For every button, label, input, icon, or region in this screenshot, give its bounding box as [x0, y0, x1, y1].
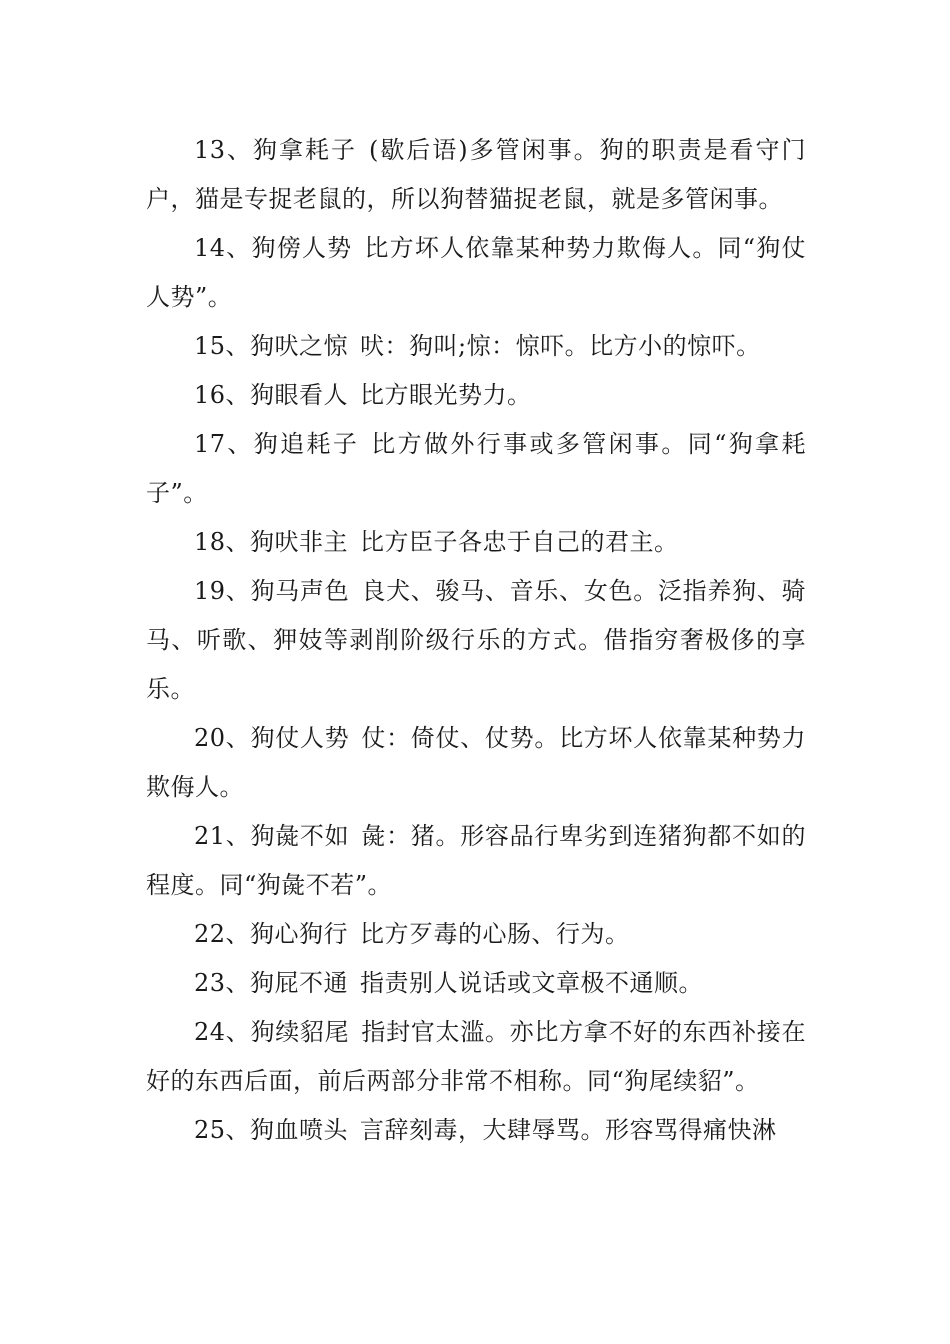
- entry-number: 14、: [194, 234, 252, 262]
- entry-number: 23、: [194, 969, 251, 997]
- document-body: [146, 126, 806, 1155]
- entry-definition: 吠：狗叫;惊：惊吓。比方小的惊吓。: [360, 332, 761, 360]
- entry-18: [146, 518, 806, 567]
- entry-term: 狗吠非主: [250, 528, 349, 556]
- entry-definition: 比方臣子各忠于自己的君主。: [360, 528, 679, 556]
- entry-14: [146, 224, 806, 322]
- entry-definition: 彘：猪。形容品行卑劣到连猪狗都不如的程度。同“狗彘不若”。: [146, 822, 807, 899]
- entry-term: 狗血喷头: [250, 1116, 349, 1144]
- entry-term: 狗眼看人: [250, 381, 349, 409]
- entry-definition: (歇后语)多管闲事。狗的职责是看守门户，猫是专捉老鼠的，所以狗替猫捉老鼠，就是多管闲事。: [146, 136, 806, 213]
- entry-number: 22、: [194, 920, 251, 948]
- entry-definition: 比方坏人依靠某种势力欺侮人。同“狗仗人势”。: [146, 234, 806, 311]
- entry-number: 16、: [194, 381, 251, 409]
- entry-23: [146, 959, 806, 1008]
- entry-definition: 比方歹毒的心肠、行为。: [360, 920, 630, 948]
- entry-term: 狗续貂尾: [250, 1018, 350, 1046]
- entry-term: 狗心狗行: [250, 920, 349, 948]
- entry-number: 24、: [194, 1018, 251, 1046]
- entry-19: [146, 567, 806, 714]
- entry-term: 狗马声色: [250, 577, 350, 605]
- entry-definition: 比方眼光势力。: [360, 381, 532, 409]
- entry-definition: 指责别人说话或文章极不通顺。: [360, 969, 704, 997]
- entry-21: [146, 812, 806, 910]
- entry-term: 狗拿耗子: [253, 136, 357, 164]
- entry-term: 狗傍人势: [251, 234, 353, 262]
- entry-24: [146, 1008, 806, 1106]
- entry-17: [146, 420, 806, 518]
- entry-definition: 仗：倚仗、仗势。比方坏人依靠某种势力欺侮人。: [146, 724, 807, 801]
- entry-number: 19、: [194, 577, 251, 605]
- entry-term: 狗屁不通: [250, 969, 349, 997]
- entry-definition: 良犬、骏马、音乐、女色。泛指养狗、骑马、听歌、狎妓等剥削阶级行乐的方式。借指穷奢极侈的享乐。: [146, 577, 807, 703]
- entry-definition: 比方做外行事或多管闲事。同“狗拿耗子”。: [146, 430, 807, 507]
- entry-term: 狗吠之惊: [250, 332, 349, 360]
- entry-20: [146, 714, 806, 812]
- entry-term: 狗追耗子: [253, 430, 360, 458]
- entry-number: 13、: [194, 136, 254, 164]
- entry-number: 20、: [194, 724, 251, 752]
- entry-definition: 言辞刻毒，大肆辱骂。形容骂得痛快淋: [360, 1116, 777, 1144]
- entry-definition: 指封官太滥。亦比方拿不好的东西补接在好的东西后面，前后两部分非常不相称。同“狗尾续貂”。: [146, 1018, 807, 1095]
- entry-16: [146, 371, 806, 420]
- entry-15: [146, 322, 806, 371]
- entry-number: 18、: [194, 528, 251, 556]
- entry-25: [146, 1106, 806, 1155]
- entry-22: [146, 910, 806, 959]
- entry-term: 狗仗人势: [250, 724, 350, 752]
- entry-13: [146, 126, 806, 224]
- entry-number: 21、: [194, 822, 251, 850]
- entry-number: 17、: [194, 430, 254, 458]
- entry-number: 15、: [194, 332, 251, 360]
- entry-number: 25、: [194, 1116, 251, 1144]
- entry-term: 狗彘不如: [250, 822, 350, 850]
